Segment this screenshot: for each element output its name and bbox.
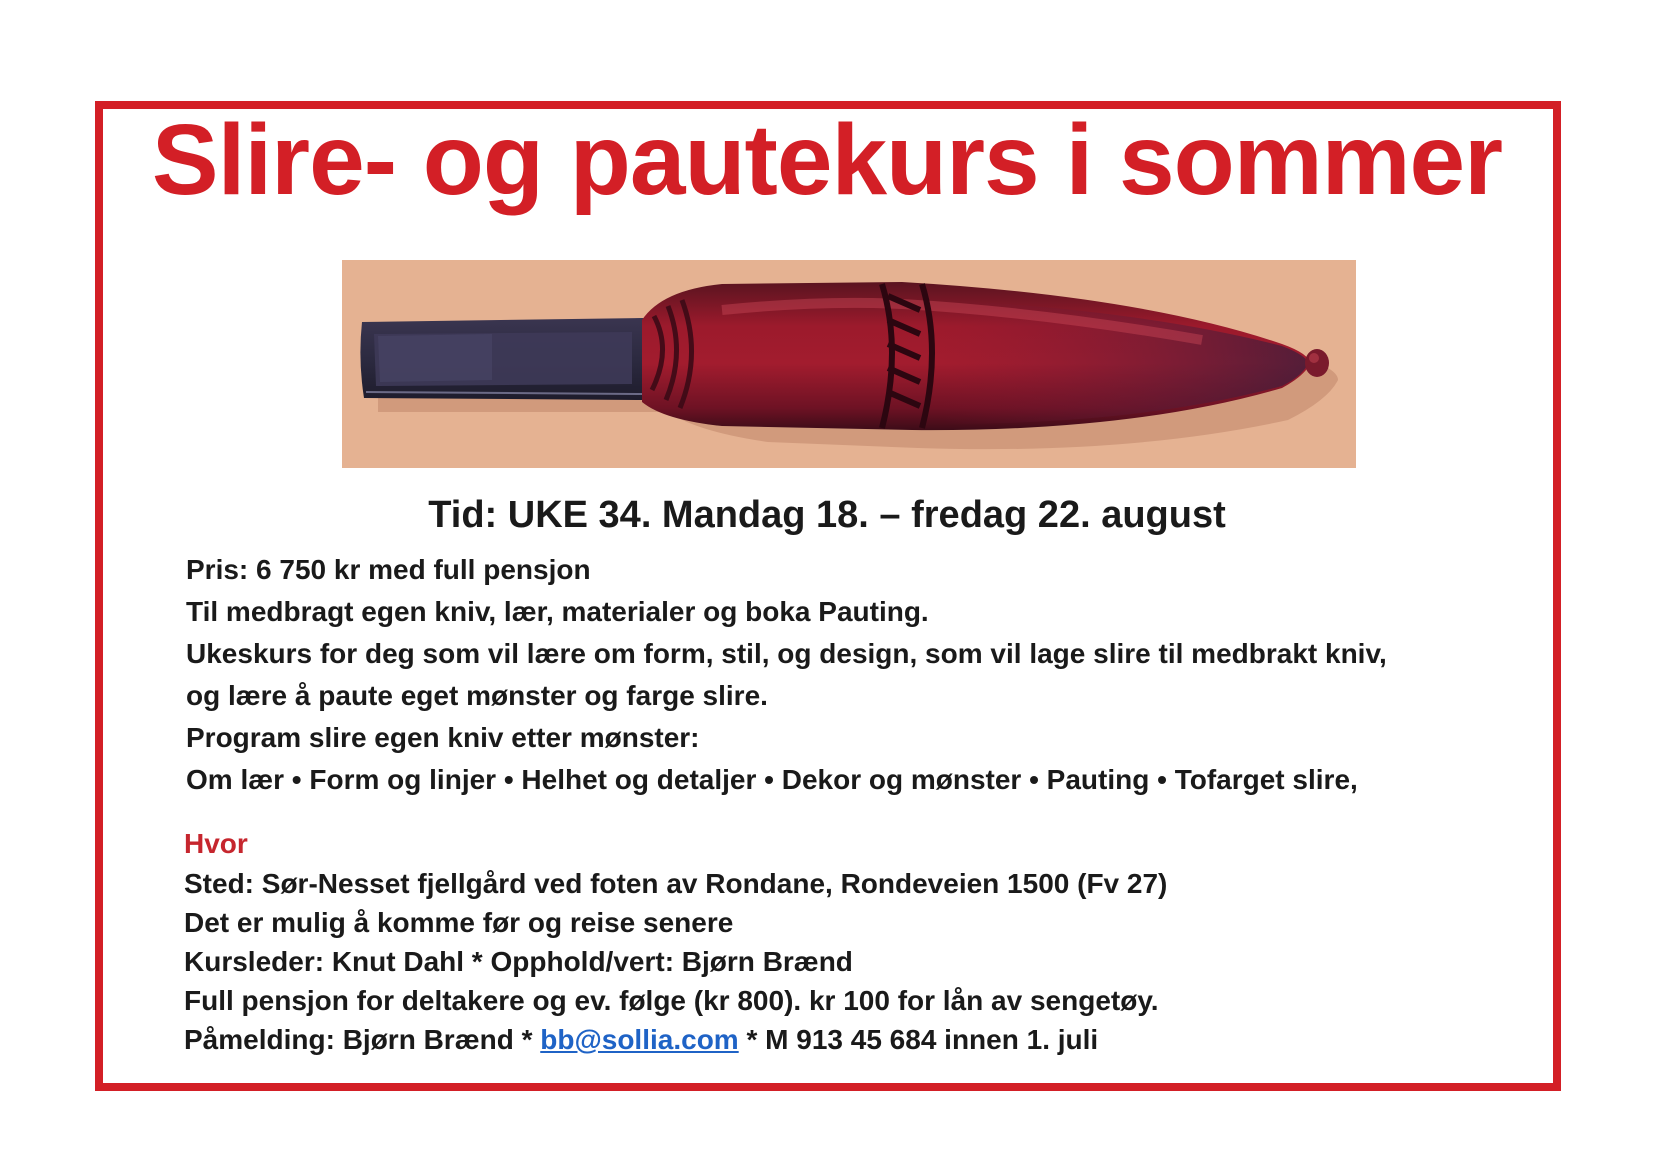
signup-suffix: * M 913 45 684 innen 1. juli — [738, 1024, 1099, 1055]
price-line: Pris: 6 750 kr med full pensjon — [186, 554, 591, 585]
description-line-2: og lære å paute eget mønster og farge slire. — [186, 680, 768, 711]
signup-prefix: Påmelding: Bjørn Brænd * — [184, 1024, 541, 1055]
signup-line — [184, 1020, 1504, 1059]
sheath-illustration — [342, 260, 1356, 468]
location-section — [184, 824, 1504, 1059]
description-line-1: Ukeskurs for deg som vil lære om form, stil, og design, som vil lage slire til medbrakt kniv, — [186, 638, 1387, 669]
leader-line: Kursleder: Knut Dahl * Opphold/vert: Bjørn Brænd — [184, 946, 853, 977]
knife-sheath-photo — [342, 260, 1356, 468]
course-dates: Tid: UKE 34. Mandag 18. – fredag 22. august — [428, 494, 1226, 536]
email-link[interactable]: bb@sollia.com — [540, 1024, 739, 1055]
program-topics: Om lær • Form og linjer • Helhet og detaljer • Dekor og mønster • Pauting • Tofarget slire, — [186, 764, 1358, 795]
pension-line: Full pensjon for deltakere og ev. følge (kr 800). kr 100 for lån av sengetøy. — [184, 985, 1159, 1016]
place-line: Sted: Sør-Nesset fjellgård ved foten av Rondane, Rondeveien 1500 (Fv 27) — [184, 868, 1168, 899]
course-details — [186, 549, 1506, 801]
where-heading: Hvor — [184, 828, 248, 859]
program-heading: Program slire egen kniv etter mønster: — [186, 722, 700, 753]
poster-title: Slire- og pautekurs i sommer — [151, 104, 1503, 216]
bring-line: Til medbragt egen kniv, lær, materialer og boka Pauting. — [186, 596, 929, 627]
arrival-line: Det er mulig å komme før og reise senere — [184, 907, 734, 938]
